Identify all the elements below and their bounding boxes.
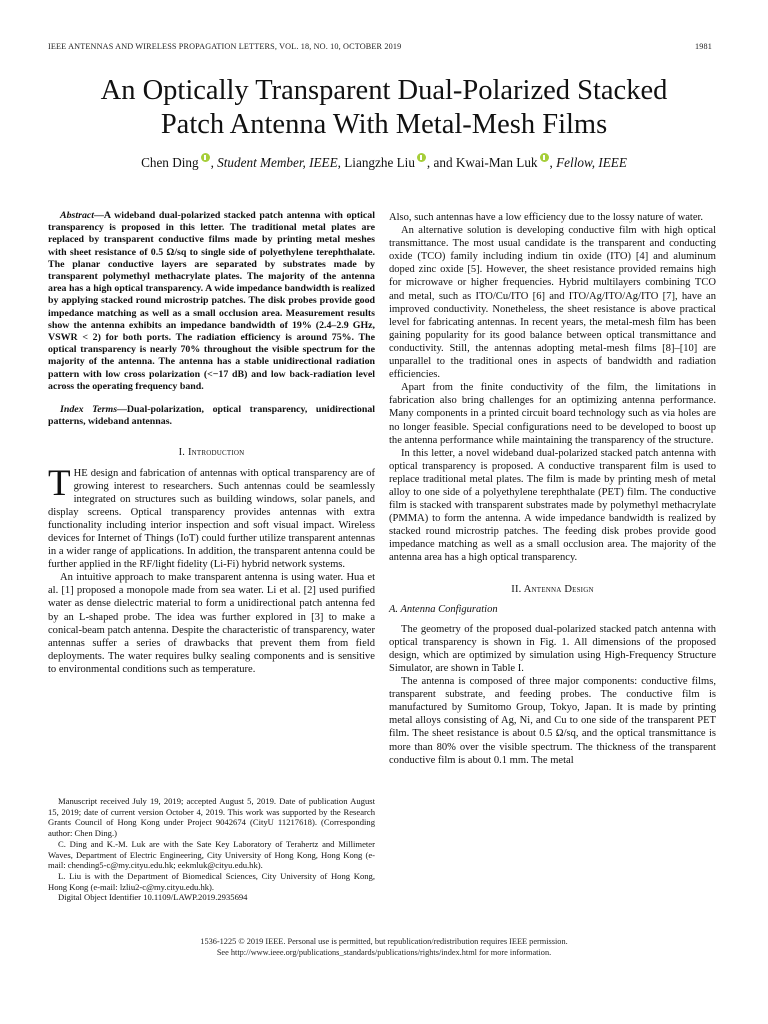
author-membership: Fellow, IEEE [556,155,627,170]
footnote-affiliation: L. Liu is with the Department of Biomedical Sciences, City University of Hong Kong, Hong Kong (e-mail: lzliu2-c@my.cityu.edu.hk). [48,870,375,892]
subsection-heading: A. Antenna Configuration [389,603,498,615]
abstract [48,210,375,393]
paragraph: Also, such antennas have a low efficiency due to the lossy nature of water. [389,212,704,223]
section-heading: I. Introduction [178,447,245,459]
paragraph: Apart from the finite conductivity of the film, the limitations in fabrication also bring challenges for an optimizing antenna performance. Many components in a printed circuit board technology such as via holes are no longer feasible. Special configurations need to be developed to boost up the antenna performance while maintaining the transparency of the structure. [389,382,716,446]
paragraph-text: HE design and fabrication of antennas with optical transparency are of growing interest to researchers. Such antennas could be seamlessly integrated on structures such as building windows, solar panels, and display screens. Optical transparency provides antennas with extra functionality including interior inspection and soft visual impact. Wireless devices for Internet of Things (IoT) could further utilize transparent antennas in a wider range of applications. In addition, the transparent antenna could be further applied in the RF/light fidelity (Li-Fi) hybrid network systems. [48,467,375,571]
paragraph: The geometry of the proposed dual-polarized stacked patch antenna with optical transparency is shown in Fig. 1. All dimensions of the proposed design, which are optimized by simulation using High-Frequency Structure Simulator, are shown in Table I. [389,623,716,674]
author-membership: Student Member, IEEE [217,155,338,170]
section-heading: II. Antenna Design [511,583,594,595]
footnote-doi: Digital Object Identifier 10.1109/LAWP.2019.2935694 [58,892,248,903]
page-number: 1981 [695,42,712,51]
drop-cap: T [48,462,71,504]
index-terms [48,404,375,428]
rights-link[interactable]: See http://www.ieee.org/publications_standards/publications/rights/index.html for more information. [216,948,552,957]
right-column [389,211,716,767]
title-line-2: Patch Antenna With Metal-Mesh Films [160,109,608,140]
author-name: Chen Ding [141,155,199,170]
paragraph: In this letter, a novel wideband dual-polarized stacked patch antenna with optical transparency is proposed. A conductive transparent film is used to replace traditional metal plates. The film is made by printing mesh of metal alloy to one side of a polyethylene terephthalate (PET) film. The conductive film is stacked with transparent substrates made by polymethyl methacrylate (PMMA) to form the antenna. A wide impedance bandwidth is realized by stacked round microstrip patches. The feeding disk probes provide good impedance matching as well as a small occlusion area. The majority of the antenna area has a high optical transparency. [389,447,716,564]
author-separator: , [210,155,218,170]
paragraph: An alternative solution is developing conductive film with high optical transmittance. The most usual candidate is the transparent and conducting oxide (TCO) family including indium tin oxide (ITO) [4] and aluminum doped zinc oxide [5]. However, the sheet resistance provided remains high for microwave or higher frequencies. Hybrid multilayers combining TCO and metal, such as ITO/Cu/ITO [6] and ITO/Ag/ITO/Ag/ITO [7], have an improved conductivity. Nonetheless, the sheet resistance is above practical level for fabricating antennas. In recent years, the metal-mesh film has been gaining popularity for its good balance between optical transmittance and conductivity. Still, the antennas adopting metal-mesh films [8]–[10] are unparallel to the traditional ones in aspects of bandwidth and radiation efficiencies. [389,225,716,381]
author-name: Kwai-Man Luk [455,155,538,170]
orcid-icon[interactable] [417,153,426,162]
footnotes [48,796,375,903]
footnote-affiliation: C. Ding and K.-M. Luk are with the Sate Key Laboratory of Terahertz and Millimeter Waves, Department of Electric Engineering, City University of Hong Kong, Hong Kong (e-mail: chending5-c@my.cityu.edu.hk; eekmluk@cityu.edu.hk). [48,838,375,871]
author-name: Liangzhe Liu [344,155,415,170]
paper-title [40,74,728,142]
title-line-1: An Optically Transparent Dual-Polarized Stacked [100,75,668,106]
paragraph [48,462,375,572]
copyright-line: 1536-1225 © 2019 IEEE. Personal use is permitted, but republication/redistribution requires IEEE permission. [200,937,568,946]
abstract-label: Abstract [60,210,95,221]
abstract-text: —A wideband dual-polarized stacked patch antenna with optical transparency is proposed in this letter. The traditional metal plates are replaced by transparent conductive films made by printing metal meshes with sheet resistance of 0.5 Ω/sq to single side of polyethylene terephthalate. The planar conductive layers are separated by substrates made by transparent polymethyl methacrylate plates. The majority of the antenna area has a high optical transparency. A wide impedance bandwidth is realized by applying stacked round microstrip patches. The disk probes provide good impedance matching as well as a small occlusion area. Measurement results show the antenna exhibits an impedance bandwidth of 19% (2.4–2.9 GHz, VSWR < 2) for both ports. The radiation efficiency is around 75%. The optical transparency is nearly 70% throughout the visible spectrum for the majority of the antenna. The antenna has a stable unidirectional radiation pattern with low cross polarization (<−17 dB) and low back-radiation level across the operating frequency band. [48,210,375,392]
index-terms-text: —Dual-polarization, optical transparency, unidirectional patterns, wideband antennas. [48,404,376,428]
copyright-footer [40,936,728,958]
author-separator: , and [426,155,456,170]
footnote-manuscript: Manuscript received July 19, 2019; accepted August 5, 2019. Date of publication August 15, 2019; date of current version October 4, 2019. This work was supported by the Research Grants Council of Hong Kong under Project 9042674 (CityU 11217618). (Corresponding author: Chen Ding.) [48,796,375,839]
author-separator: , [549,155,557,170]
journal-name: IEEE ANTENNAS AND WIRELESS PROPAGATION LETTERS, VOL. 18, NO. 10, OCTOBER 2019 [48,42,402,51]
orcid-icon[interactable] [201,153,210,162]
orcid-icon[interactable] [540,153,549,162]
author-separator: , [337,155,345,170]
author-list [40,153,728,171]
index-terms-label: Index Terms [60,404,118,416]
paragraph: An intuitive approach to make transparent antenna is using water. Hua et al. [1] proposed a monopole made from sea water. Li et al. [2] used purified water as dense dielectric material to form a unidirectional patch antenna fed by an L-shaped probe. The idea was further explored in [3] to make a conical-beam patch antenna. Despite the characteristic of transparency, water antennas suffer a series of drawbacks that prevent them from field deployments. The water requires bulky sealing components and is sensitive to environmental conditions such as temperature. [48,572,375,675]
left-column [48,210,375,676]
paragraph: The antenna is composed of three major components: conductive films, transparent substrate, and feeding probes. The conductive film is manufactured by Sumitomo Group, Tokyo, Japan. It is made by printing metal alloys consisting of Ag, Ni, and Cu to one side of the transparent PET film. The sheet resistance is about 0.5 Ω/sq, and the optical transmittance is more than 80% over the visible spectrum. The thickness of the transparent conductive film is about 0.1 mm. The metal [389,676,716,766]
